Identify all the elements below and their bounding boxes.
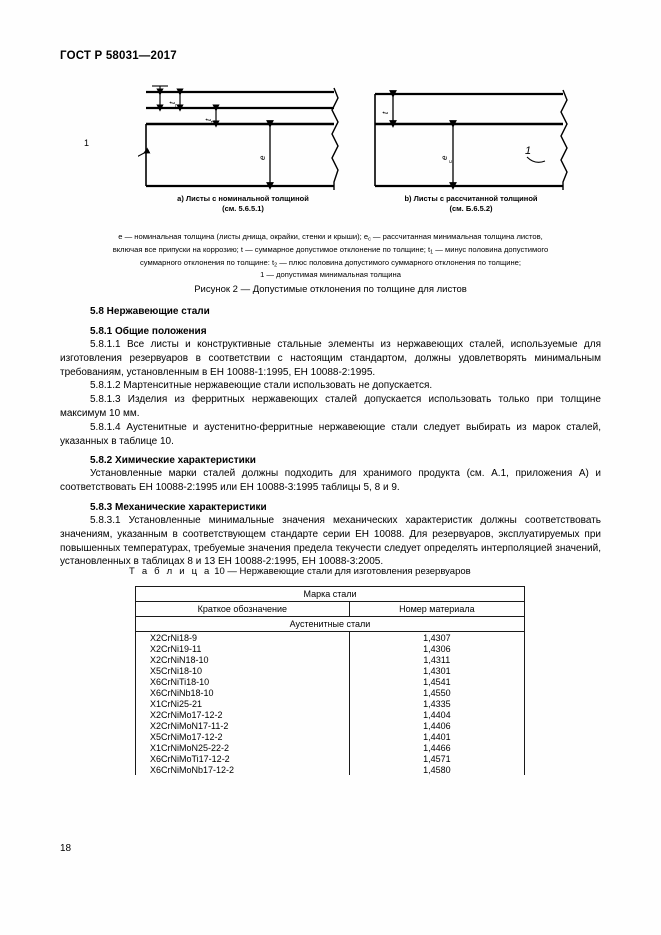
table-row xyxy=(136,698,525,709)
svg-text:1: 1 xyxy=(525,145,532,157)
cell-steel-name: X6CrNiTi18-10 xyxy=(136,676,350,687)
svg-text:t: t xyxy=(204,118,213,121)
table-row xyxy=(136,632,525,644)
figure-caption-b-line2: (см. Б.6.5.2) xyxy=(449,204,493,214)
heading-5-8: 5.8 Нержавеющие стали xyxy=(90,306,210,317)
heading-5-8-3: 5.8.3 Механические характеристики xyxy=(90,501,267,513)
table-row xyxy=(136,687,525,698)
table-header-short-designation: Краткое обозначение xyxy=(136,602,350,617)
cell-steel-name: X2CrNi19-11 xyxy=(136,643,350,654)
table-row xyxy=(136,676,525,687)
cell-material-number: 1,4301 xyxy=(349,665,524,676)
cell-material-number: 1,4306 xyxy=(349,643,524,654)
svg-text:e: e xyxy=(440,155,449,160)
legend-line-2-cont: — минус половина допустимого xyxy=(433,244,549,254)
page-header-standard: ГОСТ Р 58031—2017 xyxy=(60,50,177,62)
legend-line-1 xyxy=(60,231,601,244)
table-row xyxy=(136,720,525,731)
svg-text:1: 1 xyxy=(211,119,217,123)
para-5-8-1-2: 5.8.1.2 Мартенситные нержавеющие стали использовать не допускается. xyxy=(90,380,433,392)
cell-steel-name: X6CrNiMoTi17-12-2 xyxy=(136,753,350,764)
table-row xyxy=(136,742,525,753)
table-row xyxy=(136,753,525,764)
svg-text:2: 2 xyxy=(175,103,181,107)
figure-title: Рисунок 2 — Допустимые отклонения по толщине для листов xyxy=(194,284,467,295)
body-content xyxy=(60,306,601,569)
table-row xyxy=(136,654,525,665)
table-header-sub-row xyxy=(136,602,525,617)
cell-steel-name: X1CrNiMoN25-22-2 xyxy=(136,742,350,753)
legend-line-1-sub: c xyxy=(368,236,371,243)
cell-steel-name: X6CrNiNb18-10 xyxy=(136,687,350,698)
cell-material-number: 1,4550 xyxy=(349,687,524,698)
figure-caption-b-line1: b) Листы с рассчитанной толщиной xyxy=(404,194,538,203)
figure-caption-b xyxy=(356,194,586,214)
legend-line-3-text: суммарного отклонения по толщине: t xyxy=(139,257,275,267)
legend-line-1-cont: — рассчитанная минимальная толщина листов, xyxy=(370,232,543,241)
figure-caption-a xyxy=(128,194,358,214)
legend-line-3-cont: — плюс половина допустимого суммарного отклонения по толщине; xyxy=(277,257,521,267)
table-row xyxy=(136,709,525,720)
legend-line-1-text: e — номинальная толщина (листы днища, окрайки, стенки и крыши); e xyxy=(118,232,369,241)
cell-material-number: 1,4311 xyxy=(349,654,524,665)
para-5-8-3-1: 5.8.3.1 Установленные минимальные значения механических характеристик должны соответствовать значениям, указанным в соответствующем стандарте серии ЕН 10088. Для резервуаров, эксплуатируемых при повышенных температурах, требуемые значения предела текучести следует определять интерполяцией значений, установленных в таблицах 8 и 13 ЕН 10088-2:1995, ЕН 10088-3:2005. xyxy=(60,514,601,568)
cell-material-number: 1,4401 xyxy=(349,731,524,742)
legend-line-3-sub: 2 xyxy=(274,262,278,269)
table-caption-number: 10 xyxy=(214,566,225,577)
cell-material-number: 1,4541 xyxy=(349,676,524,687)
legend-line-4: 1 — допустимая минимальная толщина xyxy=(260,270,401,280)
page-number: 18 xyxy=(60,843,72,854)
cell-steel-name: X2CrNiMoN17-11-2 xyxy=(136,720,350,731)
heading-5-8-1: 5.8.1 Общие положения xyxy=(90,326,207,337)
table-row xyxy=(136,731,525,742)
stainless-steel-table xyxy=(135,586,525,775)
figure-caption-a-line2: (см. 5.6.5.1) xyxy=(222,204,264,214)
table-caption-text: — Нержавеющие стали для изготовления резервуаров xyxy=(227,566,471,577)
para-5-8-1-1: 5.8.1.1 Все листы и конструктивные стальные элементы из нержавеющих сталей, используемые для изготовления резервуаров в соответствии с настоящим стандартом, должны удовлетворять минимальным требованиям, установленным в ЕН 10088-1:1995, ЕН 10088-2:1995. xyxy=(60,339,601,378)
heading-5-8-2: 5.8.2 Химические характеристики xyxy=(90,455,256,467)
legend-line-2-sub: 1 xyxy=(430,249,434,256)
svg-text:t: t xyxy=(381,111,390,114)
cell-material-number: 1,4404 xyxy=(349,709,524,720)
diagram-nominal-thickness xyxy=(84,82,350,200)
legend-line-2-text: включая все припуски на коррозию; t — суммарное допустимое отклонение по толщине; t xyxy=(112,244,431,254)
cell-material-number: 1,4571 xyxy=(349,753,524,764)
legend-line-2 xyxy=(60,244,601,257)
table-group-header-austenitic xyxy=(136,617,525,632)
table-body xyxy=(136,587,525,776)
table-row xyxy=(136,764,525,775)
svg-text:e: e xyxy=(258,155,267,160)
svg-text:c: c xyxy=(448,160,454,163)
table-caption xyxy=(129,566,471,577)
cell-material-number: 1,4406 xyxy=(349,720,524,731)
para-5-8-1-4: 5.8.1.4 Аустенитные и аустенитно-ферритные нержавеющие стали следует выбирать из марок сталей, указанных в таблице 10. xyxy=(60,421,601,447)
cell-steel-name: X2CrNiN18-10 xyxy=(136,654,350,665)
cell-material-number: 1,4580 xyxy=(349,764,524,775)
table-caption-label: Т а б л и ц а xyxy=(129,566,212,577)
para-5-8-2-body: Установленные марки сталей должны подходить для хранимого продукта (см. А.1, приложения А) и соответствовать ЕН 10088-2:1995 или ЕН 10088-3:1995 таблицы 5, 8 и 9. xyxy=(60,468,601,494)
cell-material-number: 1,4335 xyxy=(349,698,524,709)
para-5-8-1-3: 5.8.1.3 Изделия из ферритных нержавеющих сталей допускается использовать только при толщине максимум 10 мм. xyxy=(60,394,601,419)
table-row xyxy=(136,643,525,654)
cell-steel-name: X2CrNiMo17-12-2 xyxy=(136,709,350,720)
cell-steel-name: X6CrNiMoNb17-12-2 xyxy=(136,764,350,775)
cell-steel-name: X1CrNi25-21 xyxy=(136,698,350,709)
figure-legend xyxy=(60,231,601,281)
cell-steel-name: X5CrNiMo17-12-2 xyxy=(136,731,350,742)
table-group-label: Аустенитные стали xyxy=(136,617,525,632)
table-header-span-row xyxy=(136,587,525,602)
figure-caption-a-line1: a) Листы с номинальной толщиной xyxy=(177,194,309,203)
table-header-steel-grade: Марка стали xyxy=(136,587,525,602)
diagram-calculated-thickness xyxy=(365,82,577,200)
cell-material-number: 1,4307 xyxy=(349,632,524,644)
table-row xyxy=(136,665,525,676)
legend-line-3 xyxy=(60,257,601,270)
callout-label-left: 1 xyxy=(84,138,90,148)
figure-2 xyxy=(60,82,601,222)
cell-steel-name: X5CrNi18-10 xyxy=(136,665,350,676)
table-header-material-number: Номер материала xyxy=(349,602,524,617)
svg-text:t: t xyxy=(168,101,177,104)
cell-steel-name: X2CrNi18-9 xyxy=(136,632,350,644)
cell-material-number: 1,4466 xyxy=(349,742,524,753)
